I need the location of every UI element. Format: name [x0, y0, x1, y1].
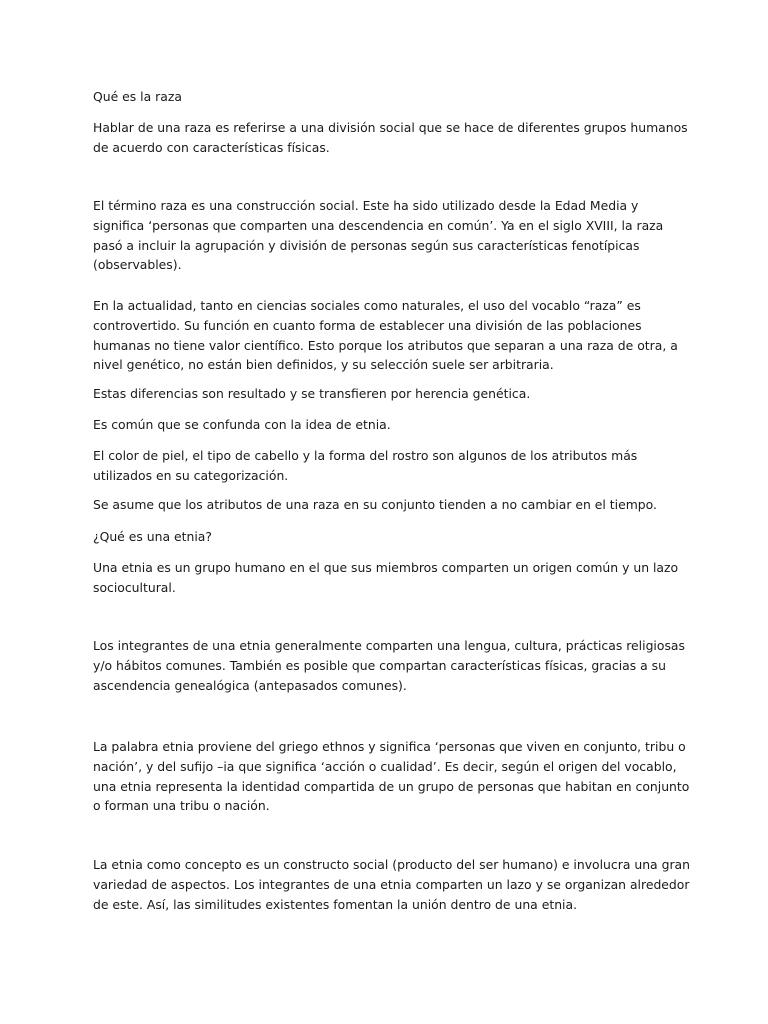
- heading-que-es-una-etnia: ¿Qué es una etnia?: [93, 529, 212, 544]
- paragraph-origen-palabra: La palabra etnia proviene del griego ethnos y significa ‘personas que viven en conjunto, tribu o nación’, y del sufijo –ia que significa ‘acción o cualidad’. Es decir, según el origen del vocablo, una etnia representa la identidad compartida de un grupo de personas que habitan en conjunto o forman una tribu o nación.: [93, 739, 690, 814]
- paragraph-herencia: Estas diferencias son resultado y se transfieren por herencia genética.: [93, 386, 531, 401]
- paragraph-no-cambiar: Se asume que los atributos de una raza en su conjunto tienden a no cambiar en el tiempo.: [93, 497, 657, 512]
- paragraph-atributos: El color de piel, el tipo de cabello y la forma del rostro son algunos de los atributos más utilizados en su categorización.: [93, 448, 638, 483]
- paragraph-construccion-social: El término raza es una construcción social. Este ha sido utilizado desde la Edad Media y significa ‘personas que comparten una descendencia en común’. Ya en el siglo XVIII, la raza pasó a incluir la agrupación y división de personas según sus características fenotípicas (observables).: [93, 198, 664, 273]
- paragraph-integrantes: Los integrantes de una etnia generalmente comparten una lengua, cultura, prácticas religiosas y/o hábitos comunes. También es posible que compartan características físicas, gracias a su ascendencia genealógica (antepasados comunes).: [93, 638, 685, 693]
- paragraph-definicion-raza: Hablar de una raza es referirse a una división social que se hace de diferentes grupos humanos de acuerdo con características físicas.: [93, 120, 688, 155]
- paragraph-definicion-etnia: Una etnia es un grupo humano en el que sus miembros comparten un origen común y un lazo sociocultural.: [93, 560, 679, 595]
- paragraph-actualidad: En la actualidad, tanto en ciencias sociales como naturales, el uso del vocablo “raza” es controvertido. Su función en cuanto forma de establecer una división de las poblaciones humanas no tiene valor científico. Esto porque los atributos que separan a una raza de otra, a nivel genético, no están bien definidos, y su selección suele ser arbitraria.: [93, 298, 678, 373]
- heading-que-es-la-raza: Qué es la raza: [93, 89, 182, 104]
- paragraph-confusion-etnia: Es común que se confunda con la idea de etnia.: [93, 417, 391, 432]
- paragraph-constructo-social: La etnia como concepto es un constructo social (producto del ser humano) e involucra una gran variedad de aspectos. Los integrantes de una etnia comparten un lazo y se organizan alrededor de este. Así, las similitudes existentes fomentan la unión dentro de una etnia.: [93, 857, 690, 912]
